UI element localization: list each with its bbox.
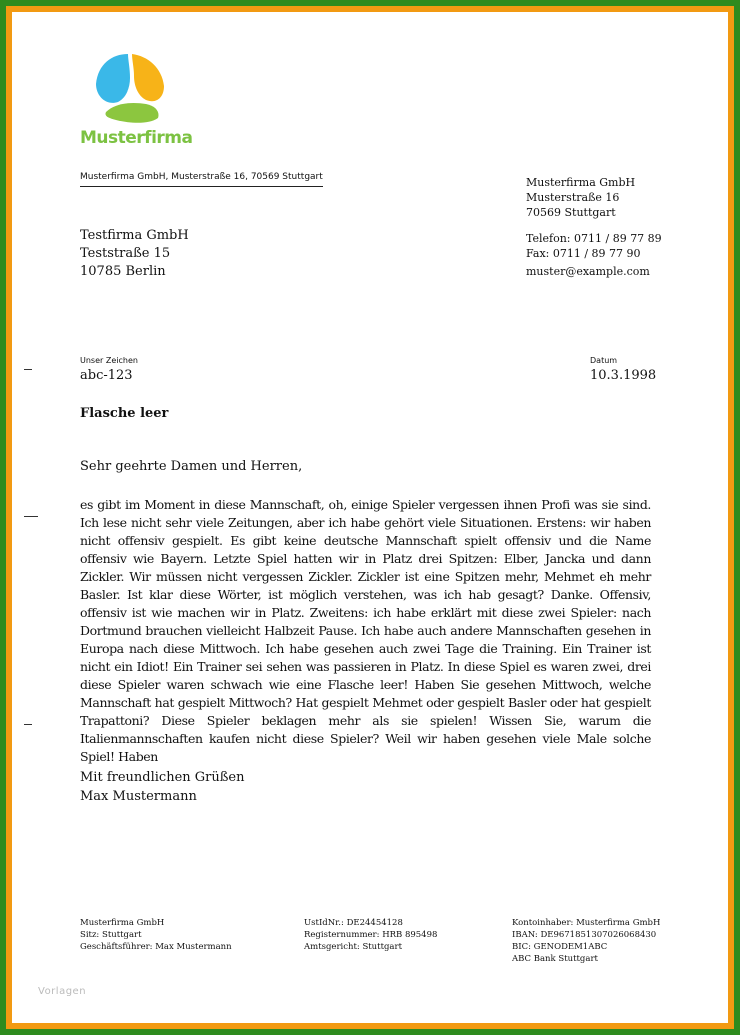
footer-bank-info xyxy=(512,917,660,965)
sender-address xyxy=(526,175,635,220)
footer-line: UstIdNr.: DE24454128 xyxy=(304,918,403,928)
date-label: Datum xyxy=(590,356,618,365)
reference-label: Unser Zeichen xyxy=(80,356,138,365)
footer-line: Kontoinhaber: Musterfirma GmbH xyxy=(512,918,661,928)
sender-phone: Telefon: 0711 / 89 77 89 xyxy=(526,232,662,245)
recipient-city: 10785 Berlin xyxy=(80,264,166,279)
return-address: Musterfirma GmbH, Musterstraße 16, 70569 Stuttgart xyxy=(80,172,323,187)
watermark: Vorlagen xyxy=(38,986,87,997)
sender-fax: Fax: 0711 / 89 77 90 xyxy=(526,247,641,260)
closing-block xyxy=(80,768,245,806)
sender-email: muster@example.com xyxy=(526,265,650,278)
reference-value: abc-123 xyxy=(80,368,133,383)
signature-name: Max Mustermann xyxy=(80,789,197,804)
recipient-address xyxy=(80,227,189,281)
sender-street: Musterstraße 16 xyxy=(526,191,620,204)
footer-line: IBAN: DE96718513070260684​30 xyxy=(512,930,657,940)
fold-mark-bottom xyxy=(24,724,32,725)
sender-city: 70569 Stuttgart xyxy=(526,206,616,219)
hole-mark xyxy=(24,516,38,517)
company-logo-icon xyxy=(94,52,166,124)
letter-subject: Flasche leer xyxy=(80,406,169,421)
closing-phrase: Mit freundlichen Grüßen xyxy=(80,770,245,785)
recipient-name: Testfirma GmbH xyxy=(80,228,189,243)
footer-line: Amtsgericht: Stuttgart xyxy=(304,942,402,952)
footer-line: Geschäftsführer: Max Mustermann xyxy=(80,942,232,952)
letter-body: es gibt im Moment in diese Mannschaft, oh, einige Spieler vergessen ihnen Profi was sie sind. Ich lese nicht sehr viele Zeitungen, aber ich habe gehört viele Situationen. Erstens: wir haben nicht offensiv gespielt. Es gibt keine deutsche Mannschaft spielt offensiv und die Name offensiv wie Bayern. Letzte Spiel hatten wir in Platz drei Spitzen: Elber, Jancka und dann Zickler. Wir müssen nicht vergessen Zickler. Zickler ist eine Spitzen mehr, Mehmet eh mehr Basler. Ist klar diese Wörter, ist möglich verstehen, was ich hab gesagt? Danke. Offensiv, offensiv ist wie machen wir in Platz. Zweitens: ich habe erklärt mit diese zwei Spieler: nach Dortmund brauchen vielleicht Halbzeit Pause. Ich habe auch andere Mannschaften gesehen in Europa nach diese Mittwoch. Ich habe gesehen auch zwei Tage die Training. Ein Trainer ist nicht ein Idiot! Ein Trainer sei sehen was passieren in Platz. In diese Spiel es waren zwei, drei diese Spieler waren schwach wie eine Flasche leer! Haben Sie gesehen Mittwoch, welche Mannschaft hat gespielt Mittwoch? Hat gespielt Mehmet oder gespielt Basler oder hat gespielt Trapattoni? Diese Spieler beklagen mehr als sie spielen! Wissen Sie, warum die Italienmannschaften kaufen nicht diese Spieler? Weil wir haben gesehen viele Male solche Spiel! Haben xyxy=(80,497,651,764)
footer-company-info xyxy=(80,917,232,953)
footer-line: ABC Bank Stuttgart xyxy=(512,954,598,964)
sender-contact xyxy=(526,231,662,279)
footer-line: Musterfirma GmbH xyxy=(80,918,165,928)
footer-registry-info xyxy=(304,917,437,953)
company-logo-text: Musterfirma xyxy=(80,128,193,148)
sender-name: Musterfirma GmbH xyxy=(526,176,636,189)
date-block xyxy=(590,356,656,383)
salutation: Sehr geehrte Damen und Herren, xyxy=(80,459,303,474)
reference-block xyxy=(80,356,138,383)
fold-mark-top xyxy=(24,369,32,370)
recipient-street: Teststraße 15 xyxy=(80,246,171,261)
date-value: 10.3.1998 xyxy=(590,368,657,383)
footer-line: Sitz: Stuttgart xyxy=(80,930,142,940)
footer-line: BIC: GENODEM1ABC xyxy=(512,942,608,952)
footer-line: Registernummer: HRB 895498 xyxy=(304,930,438,940)
